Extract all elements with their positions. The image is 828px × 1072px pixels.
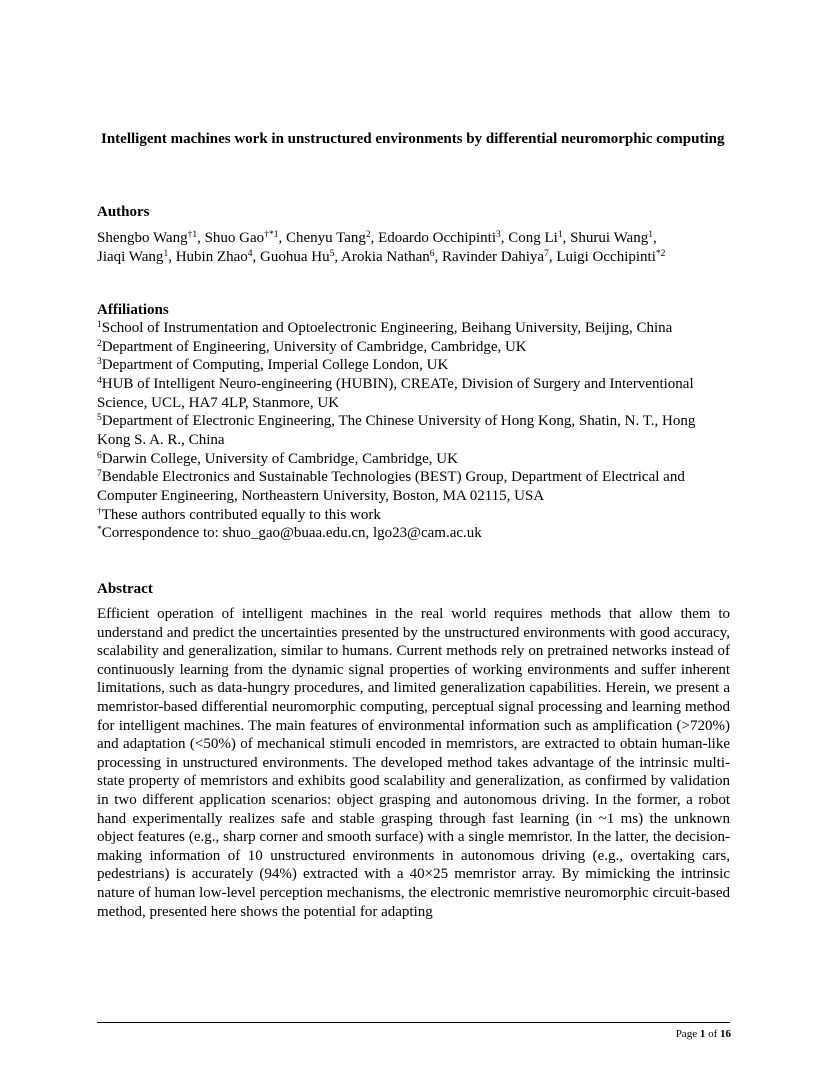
author-affiliation-mark: *2: [655, 249, 666, 259]
page-number: 1: [699, 1028, 706, 1040]
author-affiliation-mark: 5: [329, 249, 335, 259]
abstract-text: Efficient operation of intelligent machines in the real world requires methods that allow them to understand and predict the uncertainties presented by the unstructured environments with good accuracy, scalability and generalization, similar to humans. Current methods rely on pretrained networks instead of continuously learning from the dynamic signal properties of working environments and suffer inherent limitations, such as data-hungry procedures, and limited generalization capabilities. Herein, we present a memristor-based differential neuromorphic computing, perceptual signal processing and learning method for intelligent machines. The main features of environmental information such as amplification (>720%) and adaptation (<50%) of mechanical stimuli encoded in memristors, are extracted to obtain human-like processing in unstructured environments. The developed method takes advantage of the intrinsic multi-state property of memristors and exhibits good scalability and generalization, as confirmed by validation in two different application scenarios: object grasping and autonomous driving. In the former, a robot hand experimentally realizes safe and stable grasping through fast learning (in ~1 ms) the unknown object features (e.g., sharp corner and smooth surface) with a single memristor. In the latter, the decision-making information of 10 unstructured environments in autonomous driving (e.g., overtaking cars, pedestrians) is accurately (94%) extracted with a 40×25 memristor array. By mimicking the intrinsic nature of human low-level perception mechanisms, the electronic memristive neuromorphic circuit-based method, presented here shows the potential for adapting: [97, 606, 730, 920]
author-affiliation-mark: †1: [187, 230, 198, 240]
affiliation-text: Department of Electronic Engineering, The Chinese University of Hong Kong, Shatin, N. T., Hong Kong S. A. R., China: [97, 413, 696, 448]
author-name: Ravinder Dahiya$^7$: [442, 249, 549, 265]
author-affiliation-mark: 1: [648, 230, 653, 240]
affiliation-item: [97, 375, 730, 412]
affiliation-mark: 3: [97, 357, 102, 368]
affiliation-text: HUB of Intelligent Neuro-engineering (HUBIN), CREATe, Division of Surgery and Interventional Science, UCL, HA7 4LP, Stanmore, UK: [97, 375, 694, 411]
paper-title-text: Intelligent machines work in unstructured environments by differential neuromorphic computing: [101, 131, 725, 147]
affiliation-mark: *: [97, 525, 102, 536]
affiliation-mark: 6: [97, 450, 102, 461]
affiliation-mark: 4: [97, 375, 102, 386]
author-affiliation-mark: 7: [544, 249, 549, 259]
author-affiliation-mark: 2: [365, 230, 371, 240]
affiliation-mark: 2: [97, 338, 102, 349]
page-label: Page: [675, 1028, 698, 1040]
affiliation-text: Bendable Electronics and Sustainable Technologies (BEST) Group, Department of Electrical and Computer Engineering, Northeastern University, Boston, MA 02115, USA: [97, 469, 685, 504]
author-name: Edoardo Occhipinti$^3$: [378, 230, 501, 246]
affiliation-item: [97, 338, 730, 357]
affiliation-mark: 5: [97, 413, 102, 424]
affiliation-text: School of Instrumentation and Optoelectronic Engineering, Beihang University, Beijing, China: [101, 320, 673, 336]
authors-heading: Authors: [97, 204, 150, 220]
affiliation-mark: 1: [97, 320, 102, 330]
author-affiliation-mark: 3: [496, 230, 501, 240]
author-affiliation-mark: 1: [557, 230, 563, 240]
affiliation-text: These authors contributed equally to this work: [101, 506, 381, 523]
affiliation-list: [97, 319, 730, 543]
affiliation-item: [97, 506, 730, 525]
affiliation-mark: 7: [97, 469, 102, 480]
affiliation-item: [97, 468, 730, 505]
affiliation-text: Department of Computing, Imperial College London, UK: [101, 357, 449, 374]
affiliation-item: [97, 356, 730, 375]
affiliation-text: Department of Engineering, University of Cambridge, Cambridge, UK: [101, 338, 527, 355]
footer-divider: [97, 1022, 730, 1023]
author-name: Chenyu Tang$^2$: [285, 230, 371, 246]
author-affiliation-mark: 6: [429, 249, 435, 259]
affiliation-mark: †: [97, 506, 102, 517]
author-name: Shengbo Wang$^{\dagger 1}$: [97, 230, 198, 246]
author-affiliation-mark: 4: [247, 249, 253, 259]
author-name: Guohua Hu$^5$: [260, 249, 335, 265]
author-name: Shuo Gao$^{\dagger*1}$: [204, 230, 279, 246]
author-name: Shurui Wang$^1$: [570, 230, 653, 246]
affiliation-item: [97, 450, 730, 469]
affiliations-heading: Affiliations: [97, 302, 169, 318]
affiliation-text: Darwin College, University of Cambridge, Cambridge, UK: [101, 450, 458, 467]
affiliation-item: [97, 412, 730, 449]
author-name: Hubin Zhao$^4$: [175, 249, 253, 265]
author-affiliation-mark: †*1: [264, 230, 279, 240]
page-of: of: [708, 1028, 718, 1040]
affiliation-text: Correspondence to: shuo_gao@buaa.edu.cn, lgo23@cam.ac.uk: [101, 525, 482, 542]
affiliation-item: [97, 319, 730, 338]
paper-title: [97, 130, 730, 149]
author-name: Arokia Nathan$^6$: [341, 249, 435, 265]
author-name: Cong Li$^1$: [508, 230, 563, 246]
author-name: Jiaqi Wang$^1$: [97, 249, 169, 265]
abstract-heading: Abstract: [97, 581, 153, 597]
author-affiliation-mark: 1: [163, 249, 169, 259]
page-footer: [676, 1027, 731, 1041]
page-total: 16: [720, 1028, 731, 1040]
author-list: Shengbo Wang$^{\dagger 1}$, Shuo Gao$^{\dagger*1}$, Chenyu Tang$^2$, Edoardo Occhipinti$^3$, Cong Li$^1$, Shurui Wang$^1$, Jiaqi Wang$^1$, Hubin Zhao$^4$, Guohua Hu$^5$, Arokia Nathan$^6$, Ravinder Dahiya$^7$, Luigi Occhipinti$^{*2}$: [97, 230, 666, 265]
affiliation-item: [97, 524, 730, 543]
author-name: Luigi Occhipinti$^{*2}$: [556, 249, 666, 265]
